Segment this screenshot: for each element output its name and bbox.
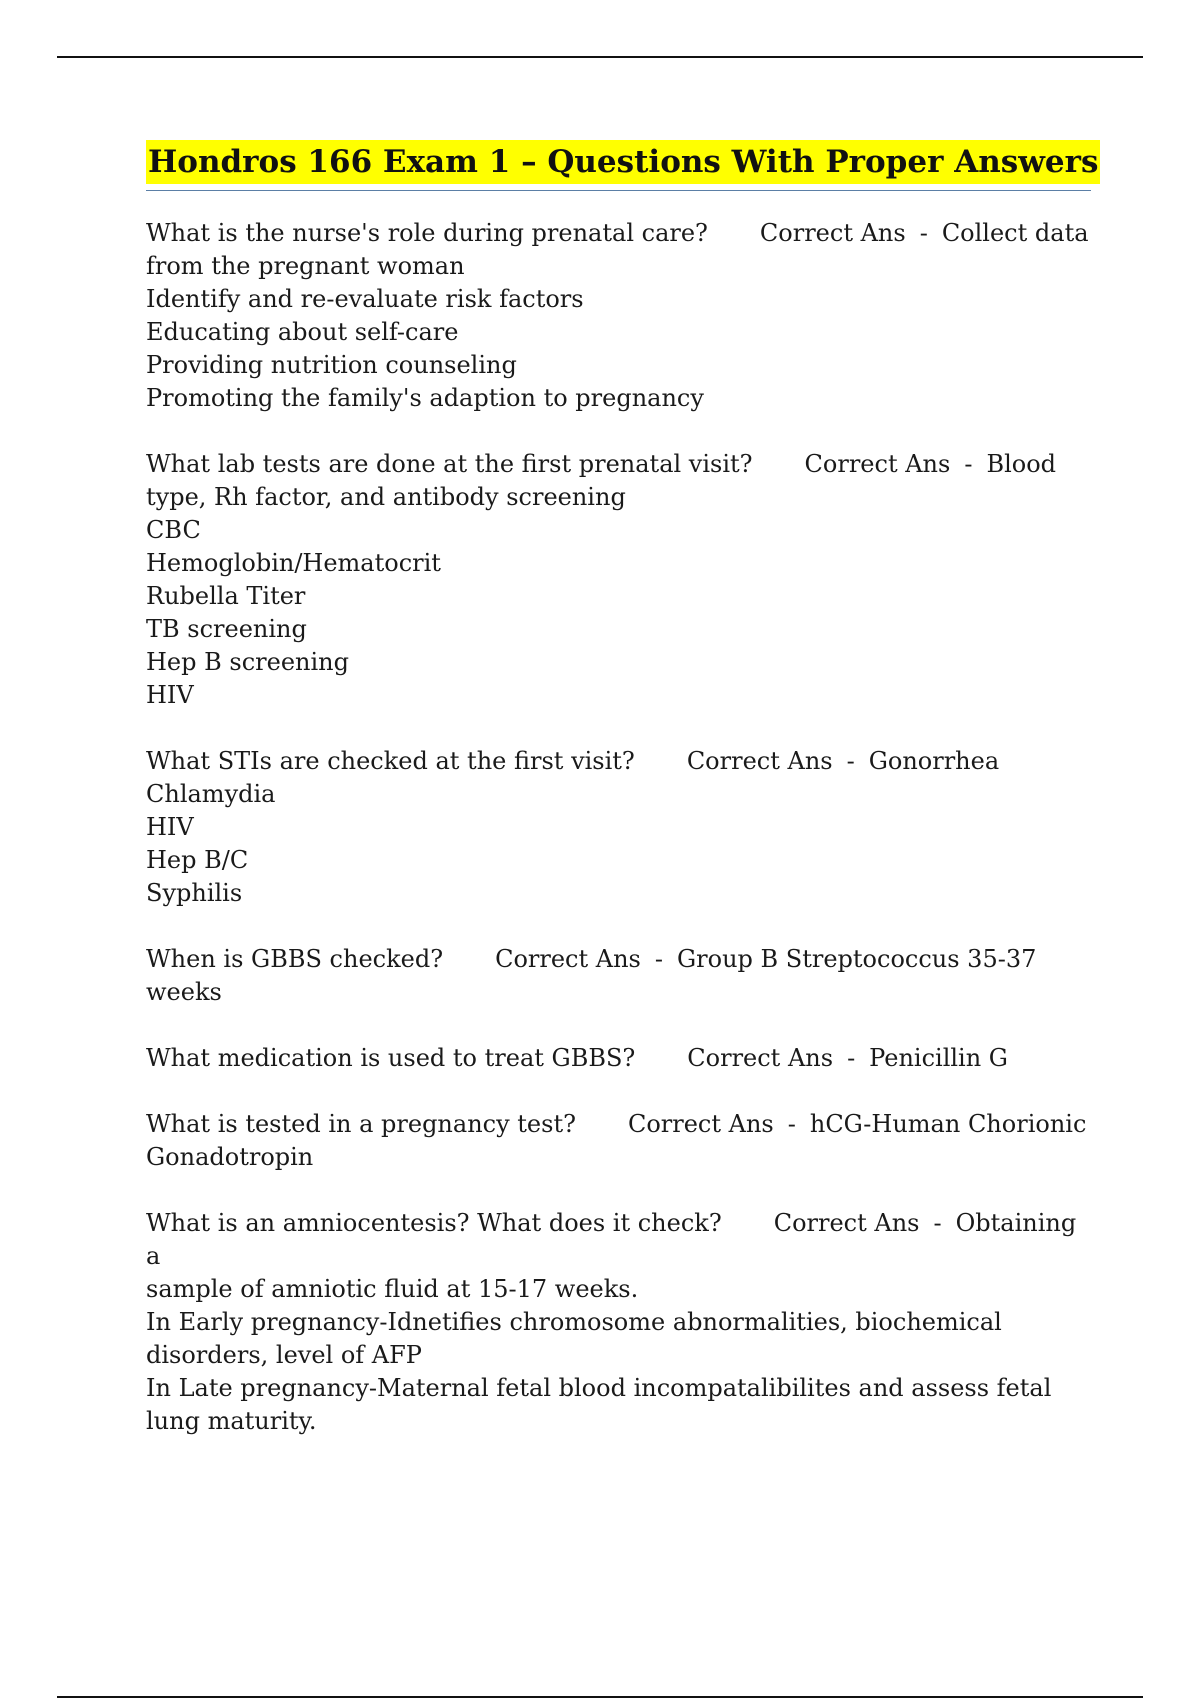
qa-list	[146, 217, 1091, 1438]
header-rule	[57, 56, 1143, 58]
answer-label: Correct Ans	[627, 1110, 774, 1138]
answer-dash: -	[654, 945, 663, 973]
answer-label: Correct Ans	[686, 747, 833, 775]
footer-rule	[57, 1696, 1143, 1698]
answer-line: Gonadotropin	[146, 1143, 314, 1171]
answer-label: Correct Ans	[804, 450, 951, 478]
question-text: What lab tests are done at the first prenatal visit?	[146, 450, 753, 478]
answer-line: Hemoglobin/Hematocrit	[146, 549, 441, 577]
answer-dash: -	[787, 1110, 796, 1138]
answer-dash: -	[964, 450, 973, 478]
qa-item	[146, 448, 1091, 712]
answer-label: Correct Ans	[773, 1209, 920, 1237]
answer-text: Group B Streptococcus 35-37	[676, 945, 1037, 973]
answer-line: CBC	[146, 516, 201, 544]
question-text: What is an amniocentesis? What does it check?	[146, 1209, 722, 1237]
question-text: What medication is used to treat GBBS?	[146, 1044, 636, 1072]
title-block	[146, 140, 1099, 191]
answer-line: Promoting the family's adaption to pregnancy	[146, 384, 704, 412]
qa-first-line	[146, 217, 1091, 250]
question-text: When is GBBS checked?	[146, 945, 444, 973]
answer-line: sample of amniotic fluid at 15-17 weeks.	[146, 1275, 639, 1303]
qa-item	[146, 217, 1091, 415]
answer-line: Syphilis	[146, 879, 243, 907]
qa-first-line	[146, 745, 1091, 778]
document-body	[146, 140, 1099, 1471]
answer-line: lung maturity.	[146, 1407, 317, 1435]
answer-line: from the pregnant woman	[146, 252, 465, 280]
answer-text: Collect data	[941, 219, 1089, 247]
question-text: What STIs are checked at the first visit?	[146, 747, 635, 775]
qa-item	[146, 1042, 1091, 1075]
answer-line: In Late pregnancy-Maternal fetal blood incompatalibilites and assess fetal	[146, 1374, 1052, 1402]
answer-label: Correct Ans	[495, 945, 641, 973]
qa-item	[146, 943, 1091, 1009]
qa-first-line	[146, 1207, 1091, 1273]
qa-item	[146, 1207, 1091, 1438]
qa-first-line	[146, 1108, 1091, 1141]
answer-label: Correct Ans	[687, 1044, 834, 1072]
document-title: Hondros 166 Exam 1 – Questions With Proper Answers	[146, 140, 1100, 184]
qa-first-line	[146, 448, 1091, 481]
answer-line: Identify and re-evaluate risk factors	[146, 285, 584, 313]
answer-line: disorders, level of AFP	[146, 1341, 422, 1369]
answer-dash: -	[847, 1044, 856, 1072]
qa-first-line	[146, 1042, 1091, 1075]
answer-line: HIV	[146, 681, 194, 709]
answer-line: weeks	[146, 978, 222, 1006]
answer-line: Chlamydia	[146, 780, 276, 808]
answer-text: Gonorrhea	[868, 747, 1000, 775]
qa-item	[146, 745, 1091, 910]
answer-text: hCG-Human Chorionic	[809, 1110, 1087, 1138]
question-text: What is the nurse's role during prenatal care?	[146, 219, 708, 247]
answer-line: Educating about self-care	[146, 318, 459, 346]
answer-text: Penicillin G	[869, 1044, 1008, 1072]
qa-item	[146, 1108, 1091, 1174]
answer-line: In Early pregnancy-Idnetifies chromosome abnormalities, biochemical	[146, 1308, 1002, 1336]
answer-line: Hep B/C	[146, 846, 249, 874]
answer-line: Rubella Titer	[146, 582, 306, 610]
answer-dash: -	[846, 747, 855, 775]
question-text: What is tested in a pregnancy test?	[146, 1110, 576, 1138]
answer-dash: -	[919, 219, 928, 247]
answer-line: Hep B screening	[146, 648, 349, 676]
answer-text: Blood	[986, 450, 1057, 478]
answer-line: HIV	[146, 813, 194, 841]
answer-line: Providing nutrition counseling	[146, 351, 517, 379]
answer-line: TB screening	[146, 615, 307, 643]
answer-text: Obtaining a	[146, 1209, 1077, 1270]
answer-dash: -	[933, 1209, 942, 1237]
answer-line: type, Rh factor, and antibody screening	[146, 483, 626, 511]
qa-first-line	[146, 943, 1091, 976]
answer-label: Correct Ans	[759, 219, 906, 247]
